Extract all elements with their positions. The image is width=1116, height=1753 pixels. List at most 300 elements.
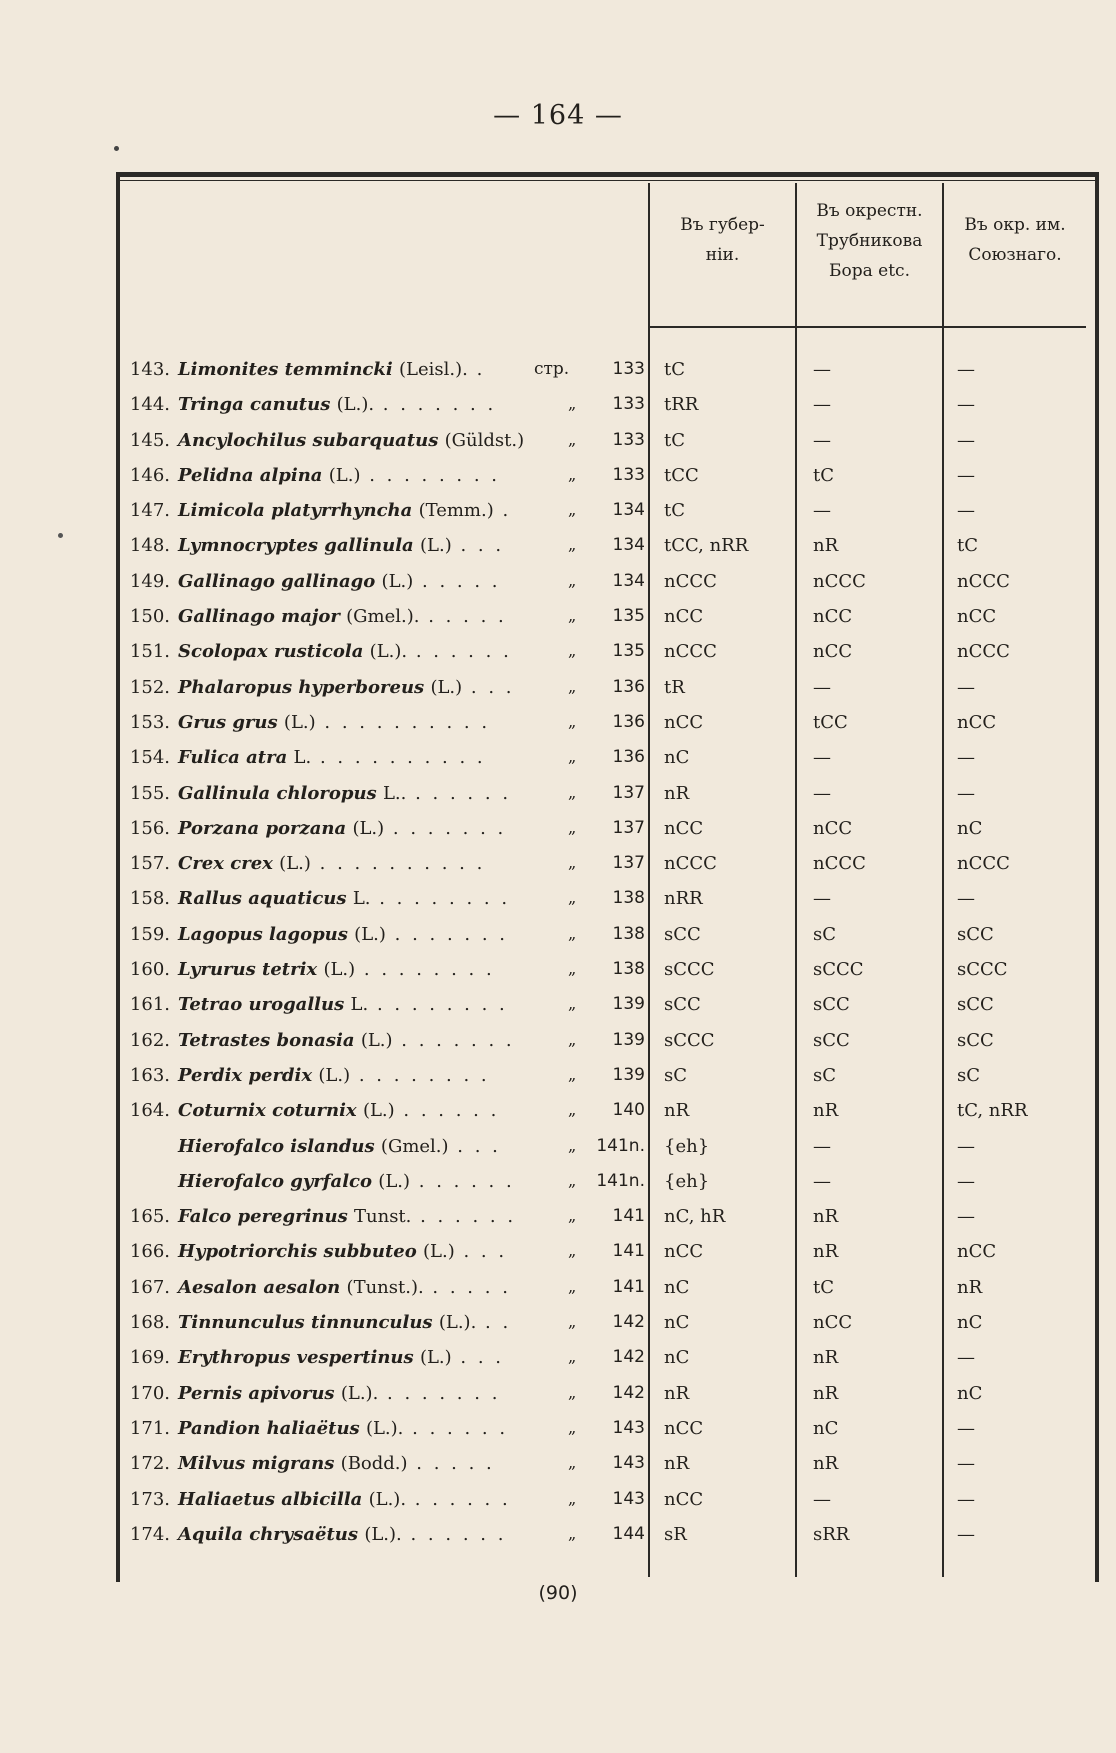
column-header-trubnikov: Въ окрестн. Трубникова Бора etc.	[816, 201, 923, 281]
species-author: (L.)	[360, 1029, 393, 1051]
page-prefix: „	[568, 1206, 577, 1226]
species-binomial: Gallinago major	[178, 606, 340, 628]
species-author: (L.)	[328, 464, 361, 486]
leader-dots: . . . . . .	[407, 641, 512, 663]
leader-dots: .	[493, 500, 512, 522]
species-number: 168.	[129, 1312, 170, 1334]
leader-dots: . . .	[451, 1347, 505, 1369]
species-number: 148.	[129, 535, 170, 557]
species-number: 167.	[129, 1276, 170, 1298]
status-trubnikov: nCC	[813, 606, 853, 628]
species-binomial: Aquila chrysaëtus	[178, 1523, 359, 1545]
species-number: 152.	[129, 676, 170, 698]
status-trubnikov: nR	[813, 535, 839, 557]
species-name	[178, 677, 515, 698]
species-number: 170.	[129, 1382, 170, 1404]
page-prefix: „	[568, 570, 577, 590]
page-prefix: „	[568, 1523, 577, 1543]
status-province: sCCC	[664, 959, 715, 981]
species-name	[178, 1171, 515, 1192]
status-trubnikov: nR	[813, 1347, 839, 1369]
species-binomial: Porzana porzana	[178, 817, 347, 839]
status-province: tC	[664, 359, 686, 380]
species-author: (L.).	[368, 1488, 407, 1510]
status-province: tR	[664, 676, 685, 698]
status-soyuznoe: sC	[957, 1064, 981, 1086]
status-trubnikov: sCC	[813, 1029, 850, 1051]
species-author: (Tunst.).	[346, 1276, 424, 1298]
leader-dots: . . .	[451, 535, 505, 557]
status-soyuznoe: nC	[957, 817, 983, 839]
status-trubnikov: tC	[813, 1276, 835, 1298]
species-name	[178, 641, 512, 662]
page-reference: 139	[612, 1064, 645, 1085]
status-province: {eh}	[664, 1135, 710, 1157]
status-province: nR	[664, 1100, 690, 1122]
status-trubnikov: —	[813, 1170, 831, 1192]
species-author: (L.)	[354, 923, 386, 945]
page-reference: 136	[612, 711, 645, 732]
species-binomial: Tetrastes bonasia	[178, 1029, 355, 1051]
leader-dots: . . .	[462, 676, 515, 698]
page-prefix: „	[568, 394, 577, 414]
species-number: 160.	[129, 959, 170, 981]
species-author: L.	[293, 747, 312, 769]
status-province: nCC	[664, 1488, 704, 1510]
species-binomial: Lyrurus tetrix	[178, 959, 318, 981]
status-province: tC	[664, 500, 686, 522]
page-prefix: „	[568, 1417, 577, 1437]
species-author: (L.)	[318, 1064, 351, 1086]
status-province: sR	[664, 1523, 687, 1545]
species-binomial: Ancylochilus subarquatus	[178, 429, 439, 451]
status-soyuznoe: tC	[957, 535, 979, 557]
species-name	[178, 818, 506, 839]
species-author: (L.)	[283, 711, 316, 733]
table-row	[0, 639, 1116, 674]
status-trubnikov: nCC	[813, 817, 853, 839]
page-reference: 138	[612, 888, 645, 909]
status-soyuznoe: sCC	[957, 1029, 994, 1051]
status-trubnikov: —	[813, 359, 831, 380]
species-binomial: Haliaetus albicilla	[178, 1488, 363, 1510]
species-number: 146.	[129, 464, 170, 486]
page-reference: 137	[612, 853, 645, 874]
species-name	[178, 606, 507, 627]
status-trubnikov: sCC	[813, 994, 850, 1016]
table-row	[0, 781, 1116, 816]
status-soyuznoe: tC, nRR	[957, 1100, 1028, 1122]
species-author: (L.).	[340, 1382, 379, 1404]
leader-dots: . . . . . . .	[392, 1029, 515, 1051]
page-reference: 138	[612, 923, 645, 944]
table-row	[0, 1345, 1116, 1380]
page-reference: 141n.	[596, 1170, 645, 1191]
page-prefix: „	[568, 1064, 577, 1084]
status-trubnikov: nR	[813, 1100, 839, 1122]
species-author: (L.)	[352, 817, 385, 839]
species-author: (L.)	[362, 1100, 395, 1122]
status-soyuznoe: sCC	[957, 994, 994, 1016]
table-row	[0, 1063, 1116, 1098]
species-name	[178, 747, 486, 768]
species-number: 166.	[129, 1241, 170, 1263]
species-number: 157.	[129, 853, 170, 875]
table-row	[0, 1239, 1116, 1274]
page-prefix: „	[568, 817, 577, 837]
species-name	[178, 959, 495, 980]
table-row	[0, 851, 1116, 886]
species-name	[178, 430, 524, 451]
page-reference: 141	[612, 1206, 645, 1227]
page-reference: 139	[612, 1029, 645, 1050]
table-row	[0, 392, 1116, 427]
leader-dots: . . . . . . .	[385, 923, 509, 945]
leader-dots: . . . . . .	[394, 1100, 500, 1122]
status-trubnikov: nCCC	[813, 853, 866, 875]
species-binomial: Coturnix coturnix	[178, 1100, 357, 1122]
status-soyuznoe: nCC	[957, 1241, 997, 1263]
species-author: (Temm.)	[418, 500, 494, 522]
species-name	[178, 1453, 495, 1474]
page-prefix: стр.	[534, 359, 570, 379]
status-trubnikov: —	[813, 747, 831, 769]
species-number: 150.	[129, 606, 170, 628]
species-author: (L.).	[369, 641, 408, 663]
page-reference: 141n.	[596, 1135, 645, 1156]
page-prefix: „	[568, 1100, 577, 1120]
table-row	[0, 1169, 1116, 1204]
species-number: 172.	[129, 1453, 170, 1475]
status-province: nCCC	[664, 641, 717, 663]
species-binomial: Crex crex	[178, 853, 273, 875]
status-province: nR	[664, 782, 690, 804]
page-prefix: „	[568, 641, 577, 661]
status-soyuznoe: nCCC	[957, 570, 1010, 592]
species-number: 156.	[129, 817, 170, 839]
header-rule	[650, 326, 1086, 328]
status-soyuznoe: sCC	[957, 923, 994, 945]
page-prefix: „	[568, 500, 577, 520]
species-binomial: Limonites temmincki	[178, 359, 393, 380]
page-reference: 141	[612, 1241, 645, 1262]
page-reference: 134	[612, 500, 645, 521]
species-name	[178, 783, 511, 804]
species-name	[178, 924, 508, 945]
species-binomial: Phalaropus hyperboreus	[178, 676, 425, 698]
species-name	[178, 1100, 499, 1121]
print-speck	[114, 146, 119, 151]
status-trubnikov: —	[813, 676, 831, 698]
status-trubnikov: —	[813, 888, 831, 910]
page-prefix: „	[568, 711, 577, 731]
status-trubnikov: —	[813, 500, 831, 522]
status-soyuznoe: —	[957, 747, 975, 769]
page-reference: 134	[612, 570, 645, 591]
status-province: nC	[664, 1276, 690, 1298]
status-trubnikov: —	[813, 394, 831, 416]
leader-dots: . . . . .	[407, 1453, 495, 1475]
species-name	[178, 1312, 511, 1333]
status-trubnikov: —	[813, 429, 831, 451]
species-number: 158.	[129, 888, 170, 910]
species-number: 153.	[129, 711, 170, 733]
page-reference: 144	[612, 1523, 645, 1544]
column-header-soyuznoe: Въ окр. им. Союзнаго.	[964, 215, 1066, 265]
page-prefix: „	[568, 464, 577, 484]
page-prefix: „	[568, 1135, 577, 1155]
page-prefix: „	[568, 959, 577, 979]
species-author: (L.).	[364, 1523, 402, 1545]
page-reference: 133	[612, 464, 645, 485]
species-name	[178, 571, 501, 592]
table-row	[0, 498, 1116, 533]
table-row	[0, 816, 1116, 851]
status-soyuznoe: sCCC	[957, 959, 1008, 981]
species-name	[178, 465, 500, 486]
page-prefix: „	[568, 1029, 577, 1049]
status-soyuznoe: —	[957, 394, 975, 416]
table-row	[0, 886, 1116, 921]
status-province: nCC	[664, 1241, 704, 1263]
species-binomial: Gallinula chloropus	[178, 782, 377, 804]
species-name	[178, 1489, 511, 1510]
status-province: tC	[664, 429, 686, 451]
status-province: {eh}	[664, 1170, 710, 1192]
status-soyuznoe: —	[957, 888, 975, 910]
table-row	[0, 463, 1116, 498]
status-province: nCC	[664, 606, 704, 628]
species-number: 174.	[129, 1523, 170, 1545]
species-author: (L.).	[336, 394, 375, 416]
table-row	[0, 1381, 1116, 1416]
page-prefix: „	[568, 923, 577, 943]
species-binomial: Scolopax rusticola	[178, 641, 364, 663]
column-header-province: Въ губер- ніи.	[680, 215, 765, 265]
status-soyuznoe: nCC	[957, 711, 997, 733]
page-reference: 142	[612, 1382, 645, 1403]
species-author: (L.).	[438, 1312, 477, 1334]
page-reference: 143	[612, 1488, 645, 1509]
species-number: 155.	[129, 782, 170, 804]
status-province: nC	[664, 1312, 690, 1334]
page-prefix: „	[568, 1488, 577, 1508]
species-author: (L.)	[419, 1347, 452, 1369]
status-province: tCC, nRR	[664, 535, 749, 557]
leader-dots: . . . . . . .	[384, 817, 507, 839]
species-author: (L.)	[381, 570, 414, 592]
species-number: 159.	[129, 923, 170, 945]
status-province: sCC	[664, 994, 701, 1016]
status-trubnikov: tCC	[813, 711, 848, 733]
species-author: (Leisl.).	[398, 359, 468, 380]
page-prefix: „	[568, 535, 577, 555]
status-soyuznoe: nCC	[957, 606, 997, 628]
species-name	[178, 1206, 516, 1227]
leader-dots: . . . . . . . .	[368, 994, 508, 1016]
species-author: L.	[350, 994, 369, 1016]
table-row	[0, 922, 1116, 957]
table-row	[0, 745, 1116, 780]
status-trubnikov: —	[813, 1488, 831, 1510]
status-province: nCC	[664, 817, 704, 839]
species-binomial: Pelidna alpina	[178, 464, 323, 486]
species-name	[178, 712, 490, 733]
leader-dots: . . . . . . .	[378, 1382, 501, 1404]
status-soyuznoe: nCCC	[957, 853, 1010, 875]
species-binomial: Limicola platyrrhyncha	[178, 500, 413, 522]
status-trubnikov: sCCC	[813, 959, 864, 981]
status-soyuznoe: —	[957, 782, 975, 804]
page-prefix: „	[568, 888, 577, 908]
species-binomial: Lymnocryptes gallinula	[178, 535, 414, 557]
status-soyuznoe: —	[957, 1170, 975, 1192]
page-reference: 137	[612, 782, 645, 803]
table-row	[0, 1028, 1116, 1063]
species-author: (L.).	[365, 1417, 404, 1439]
status-soyuznoe: —	[957, 429, 975, 451]
page-reference: 136	[612, 676, 645, 697]
table-row	[0, 957, 1116, 992]
leader-dots: . . . . . .	[411, 1206, 517, 1228]
table-row	[0, 1310, 1116, 1345]
status-soyuznoe: —	[957, 1488, 975, 1510]
leader-dots: . . . . . . . .	[370, 888, 511, 910]
footer-page-ref: (90)	[538, 1582, 578, 1604]
page-prefix: „	[568, 782, 577, 802]
page-number: — 164 —	[493, 100, 623, 131]
status-soyuznoe: nC	[957, 1382, 983, 1404]
status-trubnikov: sC	[813, 1064, 837, 1086]
species-binomial: Aesalon aesalon	[178, 1276, 341, 1298]
status-soyuznoe: —	[957, 676, 975, 698]
table-row	[0, 1487, 1116, 1522]
status-province: sCC	[664, 923, 701, 945]
table-row	[0, 569, 1116, 604]
leader-dots: . . . . .	[413, 570, 501, 592]
species-binomial: Tetrao urogallus	[178, 994, 345, 1016]
species-name	[178, 888, 510, 909]
status-trubnikov: tC	[813, 464, 835, 486]
species-name	[178, 1241, 507, 1262]
species-author: (L.)	[378, 1170, 411, 1192]
table-row	[0, 1204, 1116, 1239]
species-name	[178, 1136, 501, 1157]
page-reference: 134	[612, 535, 645, 556]
species-name	[178, 853, 485, 874]
species-number: 169.	[129, 1347, 170, 1369]
leader-dots: . . . . . .	[403, 1417, 509, 1439]
species-author: L.	[352, 888, 371, 910]
table-row	[0, 1275, 1116, 1310]
status-soyuznoe: —	[957, 359, 975, 380]
status-province: nC	[664, 1347, 690, 1369]
status-province: nRR	[664, 888, 703, 910]
page-prefix: „	[568, 1312, 577, 1332]
species-name	[178, 535, 504, 556]
species-author: (L.)	[323, 959, 356, 981]
table-row	[0, 1451, 1116, 1486]
table-row	[0, 428, 1116, 463]
page-prefix: „	[568, 1241, 577, 1261]
page-reference: 143	[612, 1417, 645, 1438]
table-row	[0, 357, 1116, 392]
status-province: tCC	[664, 464, 699, 486]
leader-dots: . . . . .	[423, 1276, 511, 1298]
table-top-rule	[116, 180, 1099, 181]
species-binomial: Hypotriorchis subbuteo	[178, 1241, 417, 1263]
table-row	[0, 1098, 1116, 1133]
status-province: tRR	[664, 394, 699, 416]
leader-dots: .	[467, 359, 486, 380]
table-row	[0, 1134, 1116, 1169]
page-reference: 133	[612, 394, 645, 415]
status-trubnikov: sC	[813, 923, 837, 945]
table-row	[0, 533, 1116, 568]
species-author: (L.)	[420, 535, 452, 557]
page-prefix: „	[568, 747, 577, 767]
status-soyuznoe: —	[957, 1453, 975, 1475]
page-prefix: „	[568, 1347, 577, 1367]
species-author: (Bodd.)	[340, 1453, 408, 1475]
species-number: 161.	[129, 994, 170, 1016]
table-row	[0, 604, 1116, 639]
leader-dots: . . . . . . .	[374, 394, 497, 416]
species-number: 154.	[129, 747, 170, 769]
status-soyuznoe: nCCC	[957, 641, 1010, 663]
leader-dots: . . . . . . . . . .	[315, 711, 491, 733]
status-province: nCCC	[664, 570, 717, 592]
status-trubnikov: —	[813, 782, 831, 804]
species-name	[178, 1277, 511, 1298]
status-trubnikov: sRR	[813, 1523, 850, 1545]
status-soyuznoe: nR	[957, 1276, 983, 1298]
status-province: nR	[664, 1382, 690, 1404]
species-author: Tunst.	[354, 1206, 412, 1228]
species-name	[178, 359, 485, 380]
leader-dots: . . . . . . . . . .	[310, 853, 486, 875]
page-prefix: „	[568, 994, 577, 1014]
leader-dots: . . .	[448, 1135, 501, 1157]
page-prefix: „	[568, 429, 577, 449]
status-soyuznoe: —	[957, 1206, 975, 1228]
status-province: nR	[664, 1453, 690, 1475]
status-soyuznoe: —	[957, 500, 975, 522]
status-trubnikov: —	[813, 1135, 831, 1157]
status-province: nC	[664, 747, 690, 769]
status-soyuznoe: —	[957, 1417, 975, 1439]
page-reference: 139	[612, 994, 645, 1015]
table-row	[0, 710, 1116, 745]
species-number: 149.	[129, 570, 170, 592]
page-prefix: „	[568, 606, 577, 626]
species-number: 163.	[129, 1064, 170, 1086]
leader-dots: . . . . .	[419, 606, 507, 628]
page-reference: 135	[612, 606, 645, 627]
page-reference: 133	[612, 429, 645, 450]
status-soyuznoe: —	[957, 464, 975, 486]
species-number: 147.	[129, 500, 170, 522]
table-row	[0, 992, 1116, 1027]
species-name	[178, 1418, 508, 1439]
species-number: 145.	[129, 429, 170, 451]
status-trubnikov: nCCC	[813, 570, 866, 592]
status-soyuznoe: —	[957, 1523, 975, 1545]
leader-dots: . . . . . .	[406, 782, 512, 804]
species-author: (L.)	[279, 853, 311, 875]
leader-dots: . . . . . .	[406, 1488, 511, 1510]
leader-dots: . .	[476, 1312, 512, 1334]
